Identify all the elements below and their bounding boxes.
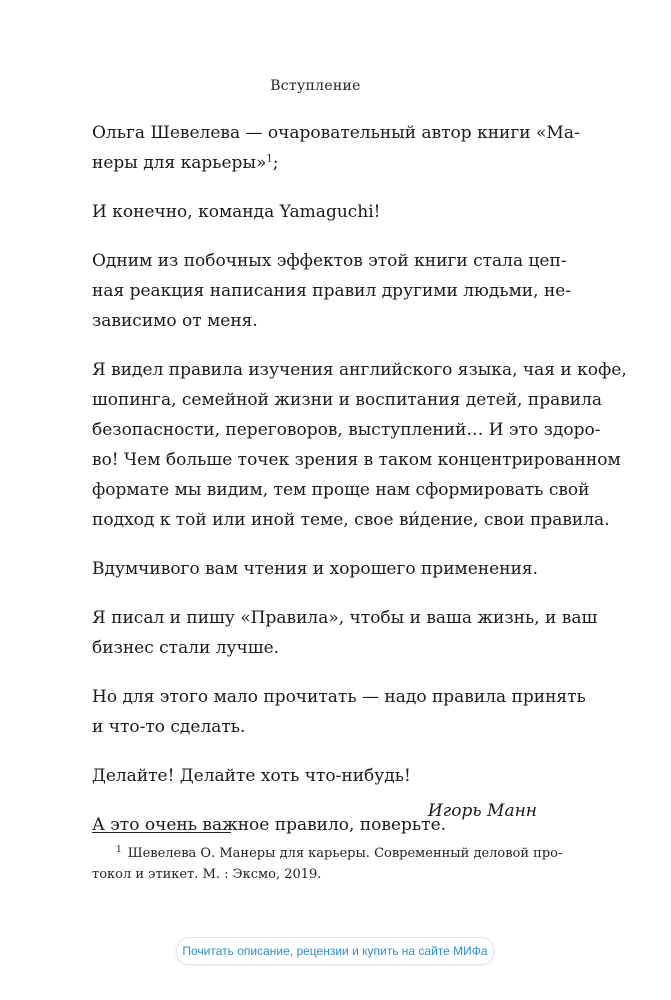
author-signature: Игорь Манн bbox=[427, 801, 537, 821]
paragraph-7 bbox=[92, 682, 586, 742]
text-line bbox=[92, 148, 540, 178]
paragraph-1 bbox=[92, 118, 580, 178]
text-line: и что-то сделать. bbox=[92, 717, 246, 737]
paragraph-3 bbox=[92, 246, 572, 336]
text-line: бизнес стали лучше. bbox=[92, 638, 280, 658]
paragraph-6 bbox=[92, 603, 598, 663]
text-line: безопасности, переговоров, выступлений… И это здоро- bbox=[92, 420, 601, 440]
paragraph-5 bbox=[92, 554, 540, 584]
footnote-line bbox=[92, 843, 563, 864]
footnote-line: токол и этикет. М. : Эксмо, 2019. bbox=[92, 867, 322, 882]
paragraph-2 bbox=[92, 197, 540, 227]
text-line: Вдумчивого вам чтения и хорошего применения. bbox=[92, 559, 539, 579]
footnote-text: Шевелева О. Манеры для карьеры. Современный деловой про- bbox=[127, 846, 563, 861]
text-line: Я писал и пишу «Правила», чтобы и ваша жизнь, и ваш bbox=[92, 608, 598, 628]
text-line: И конечно, команда Yamaguchi! bbox=[92, 202, 381, 222]
footnote-divider bbox=[92, 832, 231, 833]
text-line: А это очень важное правило, поверьте. bbox=[92, 815, 447, 835]
text-fragment: ; bbox=[272, 153, 279, 173]
paragraph-8 bbox=[92, 761, 540, 791]
main-text bbox=[92, 118, 627, 859]
text-line: зависимо от меня. bbox=[92, 311, 258, 331]
footnote-ref[interactable]: 1 bbox=[266, 153, 273, 165]
text-line: ная реакция написания правил другими людьми, не- bbox=[92, 281, 572, 301]
footnote bbox=[92, 843, 563, 885]
text-line: Я видел правила изучения английского языка, чая и кофе, bbox=[92, 360, 627, 380]
footnote-mark: 1 bbox=[116, 844, 122, 855]
text-line: Одним из побочных эффектов этой книги стала цеп- bbox=[92, 251, 567, 271]
text-line: подход к той или иной теме, свое ви́дение, свои правила. bbox=[92, 510, 610, 530]
running-head: Вступление bbox=[270, 78, 361, 94]
mif-store-link[interactable]: Почитать описание, рецензии и купить на сайте МИФа bbox=[176, 937, 494, 965]
text-fragment: неры для карьеры» bbox=[92, 153, 267, 173]
paragraph-4 bbox=[92, 355, 627, 535]
text-line: Но для этого мало прочитать — надо правила принять bbox=[92, 687, 586, 707]
text-line: формате мы видим, тем проще нам сформировать свой bbox=[92, 480, 590, 500]
text-line: шопинга, семейной жизни и воспитания детей, правила bbox=[92, 390, 603, 410]
text-line: Делайте! Делайте хоть что-нибудь! bbox=[92, 766, 411, 786]
text-line: во! Чем больше точек зрения в таком концентрированном bbox=[92, 450, 621, 470]
text-line: Ольга Шевелева — очаровательный автор книги «Ма- bbox=[92, 123, 580, 143]
